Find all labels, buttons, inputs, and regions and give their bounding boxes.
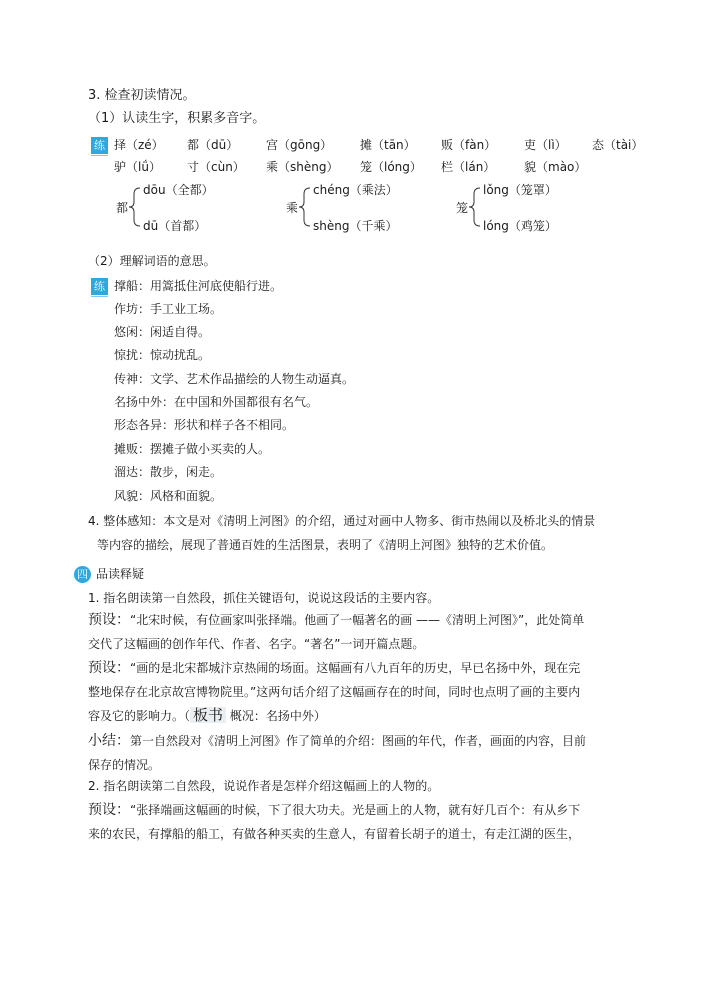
char-item: 择（zé）: [114, 138, 164, 152]
part-title: 品读释疑: [96, 567, 145, 581]
paragraph-line: [88, 660, 580, 676]
char-item: 宫（gōng）: [266, 138, 333, 152]
word-definition: 惊扰：惊动扰乱。: [114, 348, 211, 362]
brace-icon: [469, 188, 480, 226]
char-item: 栏（lán）: [441, 160, 496, 174]
question: 2. 指名朗读第二自然段，说说作者是怎样介绍这幅画上的人物的。: [88, 779, 440, 793]
subsection-1-title: （1）认读生字，积累多音字。: [88, 111, 266, 126]
poly-char: 都: [116, 201, 129, 215]
blackboard-tag: 板书: [190, 707, 226, 723]
poly-reading: lóng（鸡笼）: [483, 219, 557, 233]
overall-line: 等内容的描绘，展现了普通百姓的生活图景，表明了《清明上河图》独特的艺术价值。: [97, 538, 554, 552]
paragraph-line: 整地保存在北京故宫博物院里。”这两句话介绍了这幅画存在的时间，同时也点明了画的主要内: [88, 685, 581, 699]
preset-label: 预设：: [88, 660, 130, 676]
brace-icon: [129, 188, 140, 226]
char-item: 驴（lǘ）: [114, 160, 161, 174]
char-item: 笼（lóng）: [360, 160, 422, 174]
poly-reading: chéng（乘法）: [313, 183, 398, 197]
word-definition: 名扬中外：在中国和外国都很有名气。: [114, 395, 319, 409]
paragraph-line: 交代了这幅画的创作年代、作者、名字。“著名”一词开篇点题。: [88, 637, 425, 651]
practice-badge: 练: [91, 278, 108, 295]
poly-char: 笼: [456, 201, 469, 215]
section-3-title: 3. 检查初读情况。: [88, 88, 196, 103]
paragraph-line: 来的农民，有撑船的船工，有做各种买卖的生意人，有留着长胡子的道士，有走江湖的医生，: [88, 827, 581, 841]
summary-label: 小结：: [88, 733, 130, 749]
word-definition: 悠闲：闲适自得。: [114, 325, 211, 339]
overall-line: 4. 整体感知：本文是对《清明上河图》的介绍，通过对画中人物多、街市热闹以及桥北头的情景: [88, 514, 596, 528]
char-item: 寸（cùn）: [187, 160, 245, 174]
preset-label: 预设：: [88, 612, 130, 628]
preset-text: “北宋时候，有位画家叫张择端。他画了一幅著名的画 ——《清明上河图》”，此处简单: [130, 613, 585, 627]
char-item: 摊（tān）: [360, 138, 416, 152]
preset-text: “张择端画这幅画的时候，下了很大功夫。光是画上的人物，就有好几百个：有从乡下: [130, 803, 581, 817]
char-item: 都（dū）: [187, 138, 239, 152]
poly-reading: dōu（全都）: [143, 183, 214, 197]
word-definition: 撑船：用篙抵住河底使船行进。: [114, 279, 283, 293]
question: 1. 指名朗读第一自然段，抓住关键语句，说说这段话的主要内容。: [88, 591, 440, 605]
word-definition: 摊贩：摆摊子做小买卖的人。: [114, 442, 271, 456]
char-item: 吏（lì）: [524, 138, 567, 152]
poly-char: 乘: [286, 201, 299, 215]
poly-reading: dū（首都）: [143, 219, 207, 233]
word-definition: 传神：文学、艺术作品描绘的人物生动逼真。: [114, 372, 355, 386]
preset-label: 预设：: [88, 802, 130, 818]
part-number-badge: 四: [74, 566, 91, 583]
char-item: 贩（fàn）: [441, 138, 497, 152]
char-item: 貌（mào）: [524, 160, 587, 174]
paragraph-line: [88, 612, 584, 628]
char-item: 乘（shèng）: [266, 160, 339, 174]
practice-badge: 练: [91, 137, 108, 154]
poly-reading: lǒng（笼罩）: [483, 183, 557, 197]
preset-text: 概况：名扬中外）: [226, 709, 326, 723]
word-definition: 风貌：风格和面貌。: [114, 489, 223, 503]
word-definition: 作坊：手工业工场。: [114, 302, 223, 316]
word-definition: 溜达：散步，闲走。: [114, 465, 223, 479]
subsection-2-title: （2）理解词语的意思。: [88, 254, 216, 268]
paragraph-line: [88, 707, 326, 724]
paragraph-line: 保存的情况。: [88, 758, 161, 772]
paragraph-line: [88, 802, 580, 818]
char-item: 态（tài）: [592, 138, 644, 152]
preset-text: 容及它的影响力。（: [88, 709, 191, 723]
paragraph-line: [88, 733, 586, 749]
summary-text: 第一自然段对《清明上河图》作了简单的介绍：图画的年代，作者，画面的内容，目前: [130, 734, 587, 748]
poly-reading: shèng（千乘）: [313, 219, 398, 233]
brace-icon: [299, 188, 310, 226]
preset-text: “画的是北宋都城汴京热闹的场面。这幅画有八九百年的历史，早已名扬中外，现在完: [130, 661, 581, 675]
word-definition: 形态各异：形状和样子各不相同。: [114, 418, 295, 432]
